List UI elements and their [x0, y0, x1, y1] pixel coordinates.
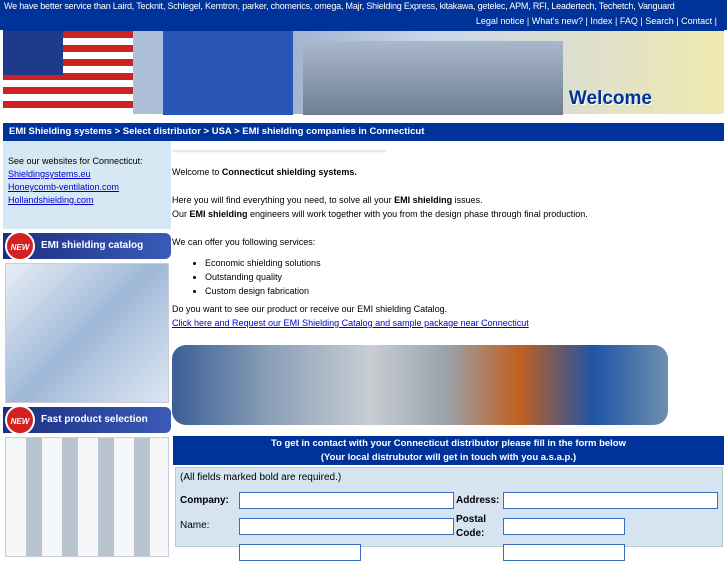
product-selection-image[interactable]	[5, 437, 169, 557]
breadcrumb: EMI Shielding systems > Select distributor > USA > EMI shielding companies in Connecticut	[3, 123, 724, 141]
catalog-question: Do you want to see our product or receive our EMI shielding Catalog.	[172, 304, 448, 314]
next-field-input[interactable]	[239, 544, 361, 561]
company-input[interactable]	[239, 492, 454, 509]
whats-new-link[interactable]: What's new?	[531, 16, 584, 26]
separator: |	[640, 16, 643, 26]
product-photos-banner	[172, 345, 668, 425]
catalog-image[interactable]	[5, 263, 169, 403]
divider	[172, 149, 386, 153]
welcome-text: Welcome	[568, 88, 652, 109]
intro-line-1: Here you will find everything you need, to solve all your EMI shielding issues.	[172, 195, 483, 205]
main-content	[172, 141, 724, 330]
contact-form	[175, 467, 723, 547]
name-label: Name:	[180, 520, 210, 531]
service-item: • Outstanding quality	[205, 270, 724, 284]
new-badge-icon: NEW	[5, 405, 35, 435]
services-list	[205, 256, 724, 298]
address-input[interactable]	[503, 492, 718, 509]
us-flag-image	[3, 31, 133, 115]
fast-selection-heading[interactable]	[3, 407, 171, 433]
separator: |	[585, 16, 588, 26]
offer-text: We can offer you following services:	[172, 237, 316, 247]
intro-line-2: Our EMI shielding engineers will work together with you from the design phase through final production.	[172, 209, 588, 219]
search-link[interactable]: Search	[645, 16, 674, 26]
address-label: Address:	[456, 495, 500, 506]
service-item: • Economic shielding solutions	[205, 256, 724, 270]
sidebar	[3, 141, 171, 545]
new-badge-icon: NEW	[5, 231, 35, 261]
catalog-heading[interactable]	[3, 233, 171, 259]
request-catalog-link[interactable]: Click here and Request our EMI Shielding Catalog and sample package near Connecticut	[172, 318, 529, 328]
websites-box	[3, 141, 171, 229]
site-link-honeycomb[interactable]: Honeycomb-ventilation.com	[8, 182, 120, 192]
form-header	[173, 436, 724, 465]
required-note: (All fields marked bold are required.)	[180, 472, 342, 483]
separator: |	[614, 16, 618, 26]
next-field-input-right[interactable]	[503, 544, 625, 561]
tagline: We have better service than Laird, Tecknit, Schlegel, Kemtron, parker, chomerics, omega, Majr, Shielding Express, kitakawa, getelec, APM, RFI, Leadertech, Techetch, Vanguard	[4, 1, 675, 11]
welcome-line: Welcome to Connecticut shielding systems.	[172, 167, 357, 177]
form-header-line1: To get in contact with your Connecticut distributor please fill in the form below	[270, 438, 627, 449]
postal-code-input[interactable]	[503, 518, 625, 535]
separator: |	[714, 16, 717, 26]
separator: |	[526, 16, 530, 26]
postal-code-label: Postal Code:	[456, 514, 487, 539]
form-header-line2: (Your local distrubutor will get in touch with you a.s.a.p.)	[320, 452, 577, 463]
site-link-shieldingsystems[interactable]: Shieldingsystems.eu	[8, 169, 91, 179]
catalog-title: EMI shielding catalog	[41, 240, 144, 251]
name-input[interactable]	[239, 518, 454, 535]
index-link[interactable]: Index	[590, 16, 613, 26]
top-links	[476, 16, 717, 26]
service-item: • Custom design fabrication	[205, 284, 724, 298]
top-bar	[0, 0, 727, 30]
site-link-hollandshielding[interactable]: Hollandshielding.com	[8, 195, 94, 205]
faq-link[interactable]: FAQ	[619, 16, 638, 26]
welcome-banner	[3, 30, 724, 114]
separator: |	[676, 16, 679, 26]
city-skyline-image	[303, 41, 563, 115]
websites-label: See our websites for Connecticut:	[8, 156, 143, 166]
connecticut-flag-image	[163, 31, 293, 115]
company-label: Company:	[180, 495, 229, 506]
legal-notice-link[interactable]: Legal notice	[475, 16, 525, 26]
contact-link[interactable]: Contact	[681, 16, 713, 26]
fast-selection-title: Fast product selection	[41, 414, 148, 425]
